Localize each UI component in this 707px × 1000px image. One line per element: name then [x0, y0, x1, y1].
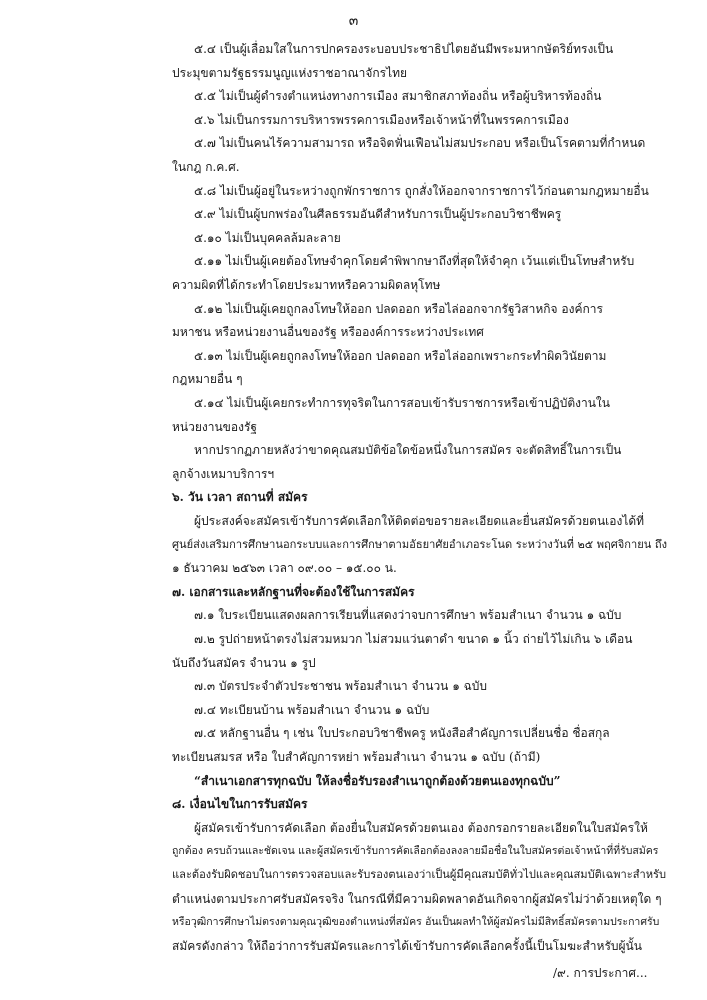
text-line: ๕.๑๐ ไม่เป็นบุคคลล้มละลาย — [194, 230, 341, 245]
text-line: ในกฎ ก.ค.ศ. — [172, 160, 240, 174]
text-line: ๑ ธันวาคม ๒๕๖๓ เวลา ๐๙.๐๐ – ๑๕.๐๐ น. — [172, 561, 397, 576]
text-line: ผู้ประสงค์จะสมัครเข้ารับการคัดเลือกให้ติดต่อขอรายละเอียดและยื่นสมัครด้วยตนเองได้ที่ — [194, 514, 645, 528]
copy-certification-note: “สำเนาเอกสารทุกฉบับ ให้ลงชื่อรับรองสำเนาถูกต้องด้วยตนเองทุกฉบับ” — [194, 773, 561, 788]
section-heading-8: ๘. เงื่อนไขในการรับสมัคร — [172, 797, 308, 812]
text-line: กฎหมายอื่น ๆ — [172, 372, 243, 387]
text-line: ๗.๓ บัตรประจำตัวประชาชน พร้อมสำเนา จำนวน ๑ ฉบับ — [194, 679, 488, 694]
text-line: ๕.๗ ไม่เป็นคนไร้ความสามารถ หรือจิตฟั่นเฟือนไม่สมประกอบ หรือเป็นโรคตามที่กำหนด — [194, 136, 646, 151]
text-line: ๗.๔ ทะเบียนบ้าน พร้อมสำเนา จำนวน ๑ ฉบับ — [194, 702, 430, 717]
text-line: สมัครดังกล่าว ให้ถือว่าการรับสมัครและการได้เข้ารับการคัดเลือกครั้งนี้เป็นโมฆะสำหรับผู้นั้น — [172, 938, 642, 953]
text-line: ผู้สมัครเข้ารับการคัดเลือก ต้องยื่นใบสมัครด้วยตนเอง ต้องกรอกรายละเอียดในใบสมัครให้ — [194, 820, 648, 835]
section-heading-7: ๗. เอกสารและหลักฐานที่จะต้องใช้ในการสมัคร — [172, 584, 415, 599]
text-line: ความผิดที่ได้กระทำโดยประมาทหรือความผิดลหุโทษ — [172, 278, 441, 292]
text-line: ตำแหน่งตามประกาศรับสมัครจริง ในกรณีที่มีความผิดพลาดอันเกิดจากผู้สมัครไม่ว่าด้วยเหตุใด ๆ — [172, 891, 662, 906]
text-line: ๕.๙ ไม่เป็นผู้บกพร่องในศีลธรรมอันดีสำหรับการเป็นผู้ประกอบวิชาชีพครู — [194, 207, 562, 222]
text-line: นับถึงวันสมัคร จำนวน ๑ รูป — [172, 655, 316, 670]
text-line: ๕.๑๑ ไม่เป็นผู้เคยต้องโทษจำคุกโดยคำพิพากษาถึงที่สุดให้จำคุก เว้นแต่เป็นโทษสำหรับ — [194, 254, 635, 269]
text-line: ๕.๘ ไม่เป็นผู้อยู่ในระหว่างถูกพักราชการ ถูกสั่งให้ออกจากราชการไว้ก่อนตามกฎหมายอื่น — [194, 183, 649, 198]
text-line: หากปรากฏภายหลังว่าขาดคุณสมบัติข้อใดข้อหนึ่งในการสมัคร จะตัดสิทธิ์ในการเป็น — [194, 443, 622, 458]
text-line: ๕.๖ ไม่เป็นกรรมการบริหารพรรคการเมืองหรือเจ้าหน้าที่ในพรรคการเมือง — [194, 112, 569, 127]
text-line: ถูกต้อง ครบถ้วนและชัดเจน และผู้สมัครเข้ารับการคัดเลือกต้องลงลายมือชื่อในใบสมัครต่อเจ้าหน้าที่ที่รับสมัคร — [172, 845, 659, 858]
page-number: ๓ — [348, 13, 359, 29]
text-line: หรือวุฒิการศึกษาไม่ตรงตามคุณวุฒิของตำแหน่งที่สมัคร อันเป็นผลทำให้ผู้สมัครไม่มีสิทธิ์สมัครตามประกาศรับ — [172, 916, 660, 929]
text-line: ๗.๕ หลักฐานอื่น ๆ เช่น ใบประกอบวิชาชีพครู หนังสือสำคัญการเปลี่ยนชื่อ ชื่อสกุล — [194, 726, 610, 741]
text-line: ๕.๑๓ ไม่เป็นผู้เคยถูกลงโทษให้ออก ปลดออก หรือไล่ออกเพราะกระทำผิดวินัยตาม — [194, 348, 607, 363]
text-line: ๕.๑๒ ไม่เป็นผู้เคยถูกลงโทษให้ออก ปลดออก หรือไล่ออกจากรัฐวิสาหกิจ องค์การ — [194, 301, 603, 316]
text-line: ๗.๑ ใบระเบียนแสดงผลการเรียนที่แสดงว่าจบการศึกษา พร้อมสำเนา จำนวน ๑ ฉบับ — [194, 608, 622, 623]
text-line: ศูนย์ส่งเสริมการศึกษานอกระบบและการศึกษาตามอัธยาศัยอำเภอระโนด ระหว่างวันที่ ๒๕ พฤศจิกายน ถึง — [172, 537, 667, 551]
text-line: ๕.๔ เป็นผู้เลื่อมใสในการปกครองระบอบประชาธิปไตยอันมีพระมหากษัตริย์ทรงเป็น — [194, 42, 614, 56]
text-line: ทะเบียนสมรส หรือ ใบสำคัญการหย่า พร้อมสำเนา จำนวน ๑ ฉบับ (ถ้ามี) — [172, 750, 541, 764]
text-line: ๕.๕ ไม่เป็นผู้ดำรงตำแหน่งทางการเมือง สมาชิกสภาท้องถิ่น หรือผู้บริหารท้องถิ่น — [194, 89, 602, 104]
section-heading-6: ๖. วัน เวลา สถานที่ สมัคร — [172, 490, 308, 505]
text-line: และต้องรับผิดชอบในการตรวจสอบและรับรองตนเองว่าเป็นผู้มีคุณสมบัติทั่วไปและคุณสมบัติเฉพาะสำหรับ — [172, 868, 667, 881]
text-line: มหาชน หรือหน่วยงานอื่นของรัฐ หรือองค์การระหว่างประเทศ — [172, 325, 484, 340]
text-line: ๗.๒ รูปถ่ายหน้าตรงไม่สวมหมวก ไม่สวมแว่นตาดำ ขนาด ๑ นิ้ว ถ่ายไว้ไม่เกิน ๖ เดือน — [194, 632, 633, 646]
continuation-footer: /๙. การประกาศ... — [553, 966, 648, 981]
text-line: ประมุขตามรัฐธรรมนูญแห่งราชอาณาจักรไทย — [172, 65, 408, 80]
text-line: หน่วยงานของรัฐ — [172, 419, 258, 434]
text-line: ลูกจ้างเหมาบริการฯ — [172, 466, 275, 481]
text-line: ๕.๑๔ ไม่เป็นผู้เคยกระทำการทุจริตในการสอบเข้ารับราชการหรือเข้าปฏิบัติงานใน — [194, 396, 610, 410]
